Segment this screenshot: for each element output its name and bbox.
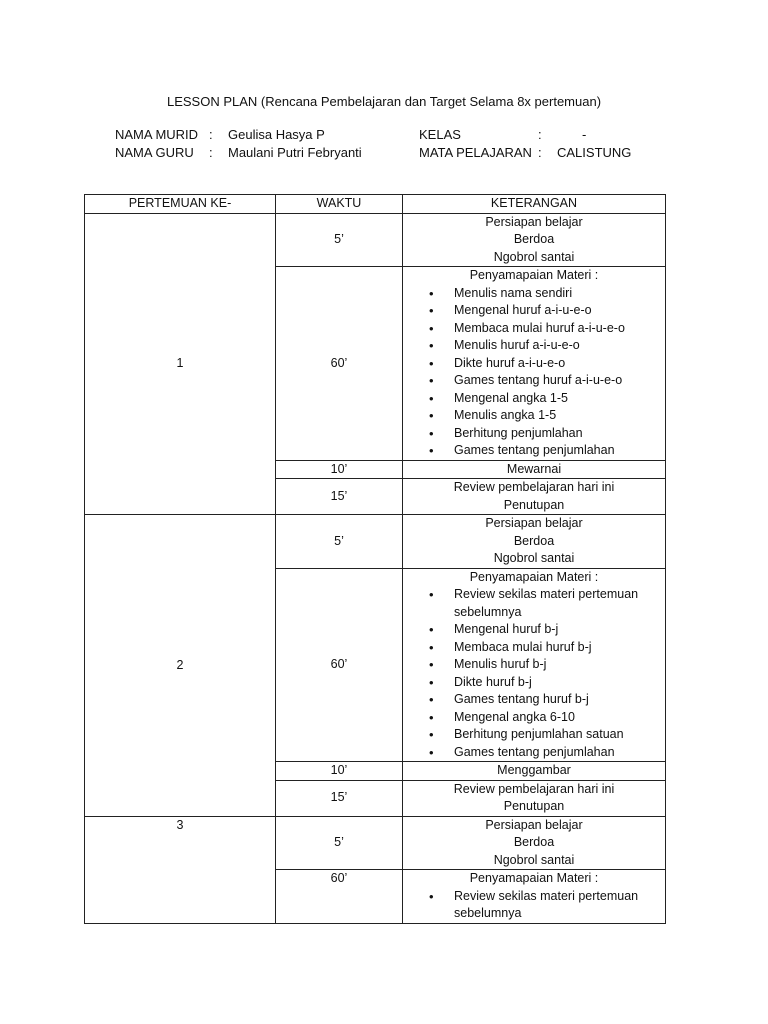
murid-label: NAMA MURID [115,127,199,142]
time-cell: 60’ [276,870,403,924]
bullet-item [403,674,665,692]
bullet-dot-icon: • [429,674,434,690]
bullet-dot-icon: • [429,727,434,742]
description-cell [403,213,666,267]
description-line: Review pembelajaran hari ini [453,781,615,796]
table-row [85,515,666,569]
bullet-dot-icon: • [429,639,434,655]
description-cell [403,267,666,461]
bullet-item [403,744,665,762]
bullet-text: Games tentang penjumlahan [454,744,615,759]
bullet-text: Menulis huruf a-i-u-e-o [454,338,580,352]
document-title: LESSON PLAN (Rencana Pembelajaran dan Target Selama 8x pertemuan) [166,94,602,109]
description-cell [403,816,666,870]
bullet-text: Games tentang penjumlahan [454,443,615,457]
bullet-text: Membaca mulai huruf b-j [454,639,592,654]
description-line: Penyamapaian Materi : [469,268,599,282]
bullet-dot-icon: • [429,303,434,318]
bullet-dot-icon: • [429,744,434,760]
bullet-text: Berhitung penjumlahan [454,425,583,440]
bullet-text: Menulis angka 1-5 [454,408,557,422]
bullet-item [403,372,665,390]
table-header-row [85,195,666,214]
description-line: Ngobrol santai [493,852,575,867]
murid-colon: : [209,127,213,142]
bullet-item [403,709,665,727]
bullet-item [403,726,665,744]
description-line: Berdoa [513,232,555,246]
description-line: Penyamapaian Materi : [469,569,599,584]
bullet-text: Membaca mulai huruf a-i-u-e-o [454,320,625,335]
description-cell [403,515,666,569]
bullet-item [403,425,665,443]
bullet-item [403,285,665,303]
description-line: Penutupan [503,799,565,813]
description-cell [403,568,666,762]
lesson-plan-table [84,194,666,924]
description-line: Persiapan belajar [485,214,583,229]
bullet-text: Games tentang huruf b-j [454,692,589,706]
bullet-dot-icon: • [429,425,434,441]
student-info [0,127,768,167]
mapel-value: CALISTUNG [557,145,632,160]
bullet-item [403,656,665,674]
time-cell: 60’ [276,267,403,461]
bullet-item [403,355,665,373]
meeting-number: 2 [85,515,276,817]
bullet-text: Dikte huruf a-i-u-e-o [454,355,566,370]
description-line: Berdoa [513,835,555,849]
bullet-dot-icon: • [429,390,434,406]
description-cell [403,460,666,479]
bullet-item [403,302,665,320]
description-line: Review pembelajaran hari ini [453,480,615,494]
bullet-text: Menulis nama sendiri [454,285,573,300]
description-line: Penutupan [503,497,565,512]
bullet-item [403,407,665,425]
description-line: Berdoa [513,533,555,548]
header-waktu: WAKTU [276,195,403,214]
bullet-dot-icon: • [429,657,434,672]
bullet-text: Dikte huruf b-j [454,674,532,689]
time-cell: 60’ [276,568,403,762]
bullet-dot-icon: • [429,443,434,458]
bullet-text: Menulis huruf b-j [454,657,547,671]
bullet-text: Berhitung penjumlahan satuan [454,727,624,741]
bullet-text: Review sekilas materi pertemuan sebelumnya [454,888,639,920]
description-line: Ngobrol santai [493,249,575,264]
bullet-text: Review sekilas materi pertemuan sebelumnya [454,587,639,619]
description-line: Menggambar [497,763,571,777]
bullet-item [403,888,665,923]
bullet-dot-icon: • [429,338,434,353]
bullet-item [403,586,665,621]
bullet-dot-icon: • [429,355,434,371]
bullet-text: Games tentang huruf a-i-u-e-o [454,373,623,387]
bullet-text: Mengenal angka 1-5 [454,390,568,405]
bullet-item [403,621,665,639]
header-keterangan: KETERANGAN [403,195,666,214]
bullet-item [403,390,665,408]
kelas-colon: : [538,127,542,142]
description-cell [403,870,666,924]
bullet-dot-icon: • [429,888,434,904]
description-cell [403,762,666,781]
guru-value: Maulani Putri Febryanti [228,145,362,160]
bullet-dot-icon: • [429,587,434,602]
time-cell: 10’ [276,460,403,479]
bullet-dot-icon: • [429,320,434,336]
description-line: Mewarnai [506,461,562,476]
table-row [85,816,666,870]
header-pertemuan: PERTEMUAN KE- [85,195,276,214]
bullet-dot-icon: • [429,622,434,637]
time-cell: 5’ [276,515,403,569]
kelas-value: - [582,127,587,142]
description-line: Persiapan belajar [485,817,583,832]
bullet-dot-icon: • [429,373,434,388]
time-cell: 15’ [276,780,403,816]
time-cell: 15’ [276,479,403,515]
bullet-dot-icon: • [429,408,434,423]
table-body [85,213,666,923]
table-row [85,213,666,267]
bullet-item [403,337,665,355]
time-cell: 10’ [276,762,403,781]
bullet-text: Mengenal huruf b-j [454,622,559,636]
bullet-list [403,586,665,761]
time-cell: 5’ [276,816,403,870]
time-cell: 5’ [276,213,403,267]
bullet-dot-icon: • [429,709,434,725]
meeting-number: 3 [85,816,276,923]
bullet-list [403,285,665,460]
guru-label: NAMA GURU [115,145,194,160]
description-line: Persiapan belajar [485,516,583,530]
bullet-dot-icon: • [429,692,434,707]
description-line: Ngobrol santai [493,551,575,565]
meeting-number: 1 [85,213,276,515]
kelas-label: KELAS [419,127,461,142]
description-cell [403,479,666,515]
bullet-item [403,691,665,709]
bullet-item [403,442,665,460]
bullet-item [403,639,665,657]
guru-colon: : [209,145,213,160]
bullet-text: Mengenal huruf a-i-u-e-o [454,303,592,317]
bullet-item [403,320,665,338]
description-cell [403,780,666,816]
bullet-dot-icon: • [429,285,434,301]
bullet-list [403,888,665,923]
mapel-label: MATA PELAJARAN [419,145,532,160]
description-line: Penyamapaian Materi : [469,871,599,885]
murid-value: Geulisa Hasya P [228,127,325,142]
bullet-text: Mengenal angka 6-10 [454,709,575,724]
mapel-colon: : [538,145,542,160]
